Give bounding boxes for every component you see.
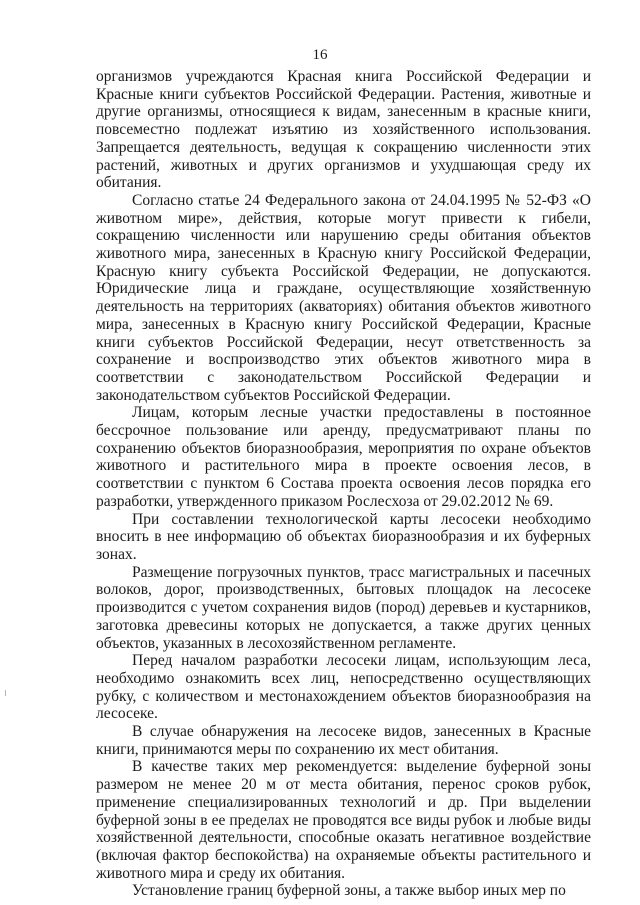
paragraph-loading-points-placement: Размещение погрузочных пунктов, трасс магистральных и пасечных волоков, дорог, производственных, бытовых площадок на лесосеке производится с учетом сохранения видов (пород) деревьев и кустарников, заготовка древесины которых не допускается, а также других ценных объектов, указанных в лесохозяйственном регламенте. (96, 563, 591, 652)
page-number: 16 (312, 47, 328, 63)
paragraph-federal-law-article-24: Согласно статье 24 Федерального закона от 24.04.1995 № 52-ФЗ «О животном мире», действия, которые могут привести к гибели, сокращению численности или нарушению среды обитания объектов животного мира, занесенных в Красную книгу Российской Федерации, Красную книгу субъекта Российской Федерации, не допускаются. Юридические лица и граждане, осуществляющие хозяйственную деятельность на территориях (акваториях) обитания объектов животного мира, занесенных в Красную книгу Российской Федерации, Красные книги субъектов Российской Федерации, несут ответственность за сохранение и воспроизводство этих объектов животного мира в соответствии с законодательством Российской Федерации и законодательством субъектов Российской Федерации. (96, 191, 591, 404)
paragraph-forest-users-plans: Лицам, которым лесные участки предоставлены в постоянное бессрочное пользование или аренду, предусматривают планы по сохранению объектов биоразнообразия, мероприятия по охране объектов животного и растительного мира в проекте освоения лесов, в соответствии с пунктом 6 Состава проекта освоения лесов порядка его разработки, утвержденного приказом Рослесхоза от 29.02.2012 № 69. (96, 404, 591, 510)
body-text (96, 68, 591, 900)
paragraph-detection-measures: В случае обнаружения на лесосеке видов, занесенных в Красные книги, принимаются меры по сохранению их мест обитания. (96, 723, 591, 758)
paragraph-buffer-zone: В качестве таких мер рекомендуется: выделение буферной зоны размером не менее 20 м от места обитания, перенос сроков рубок, применение специализированных технологий и др. При выделении буферной зоны в ее пределах не проводятся все виды рубок и любые виды хозяйственной деятельности, способные оказать негативное воздействие (включая фактор беспокойства) на охраняемые объекты растительного и животного мира и среду их обитания. (96, 758, 591, 882)
paragraph-red-book-intro: организмов учреждаются Красная книга Российской Федерации и Красные книги субъектов Российской Федерации. Растения, животные и другие организмы, относящиеся к видам, занесенным в красные книги, повсеместно подлежат изъятию из хозяйственного использования. Запрещается деятельность, ведущая к сокращению численности этих растений, животных и других организмов и ухудшающая среду их обитания. (96, 68, 591, 192)
paragraph-buffer-boundaries: Установление границ буферной зоны, а также выбор иных мер по (132, 882, 566, 900)
paragraph-technological-map: При составлении технологической карты лесосеки необходимо вносить в нее информацию об объектах биоразнообразия и их буферных зонах. (96, 510, 591, 563)
paragraph-familiarization: Перед началом разработки лесосеки лицам, использующим леса, необходимо ознакомить всех лиц, непосредственно осуществляющих рубку, с количеством и местонахождением объектов биоразнообразия на лесосеке. (96, 652, 591, 723)
scan-margin-mark (5, 690, 6, 696)
